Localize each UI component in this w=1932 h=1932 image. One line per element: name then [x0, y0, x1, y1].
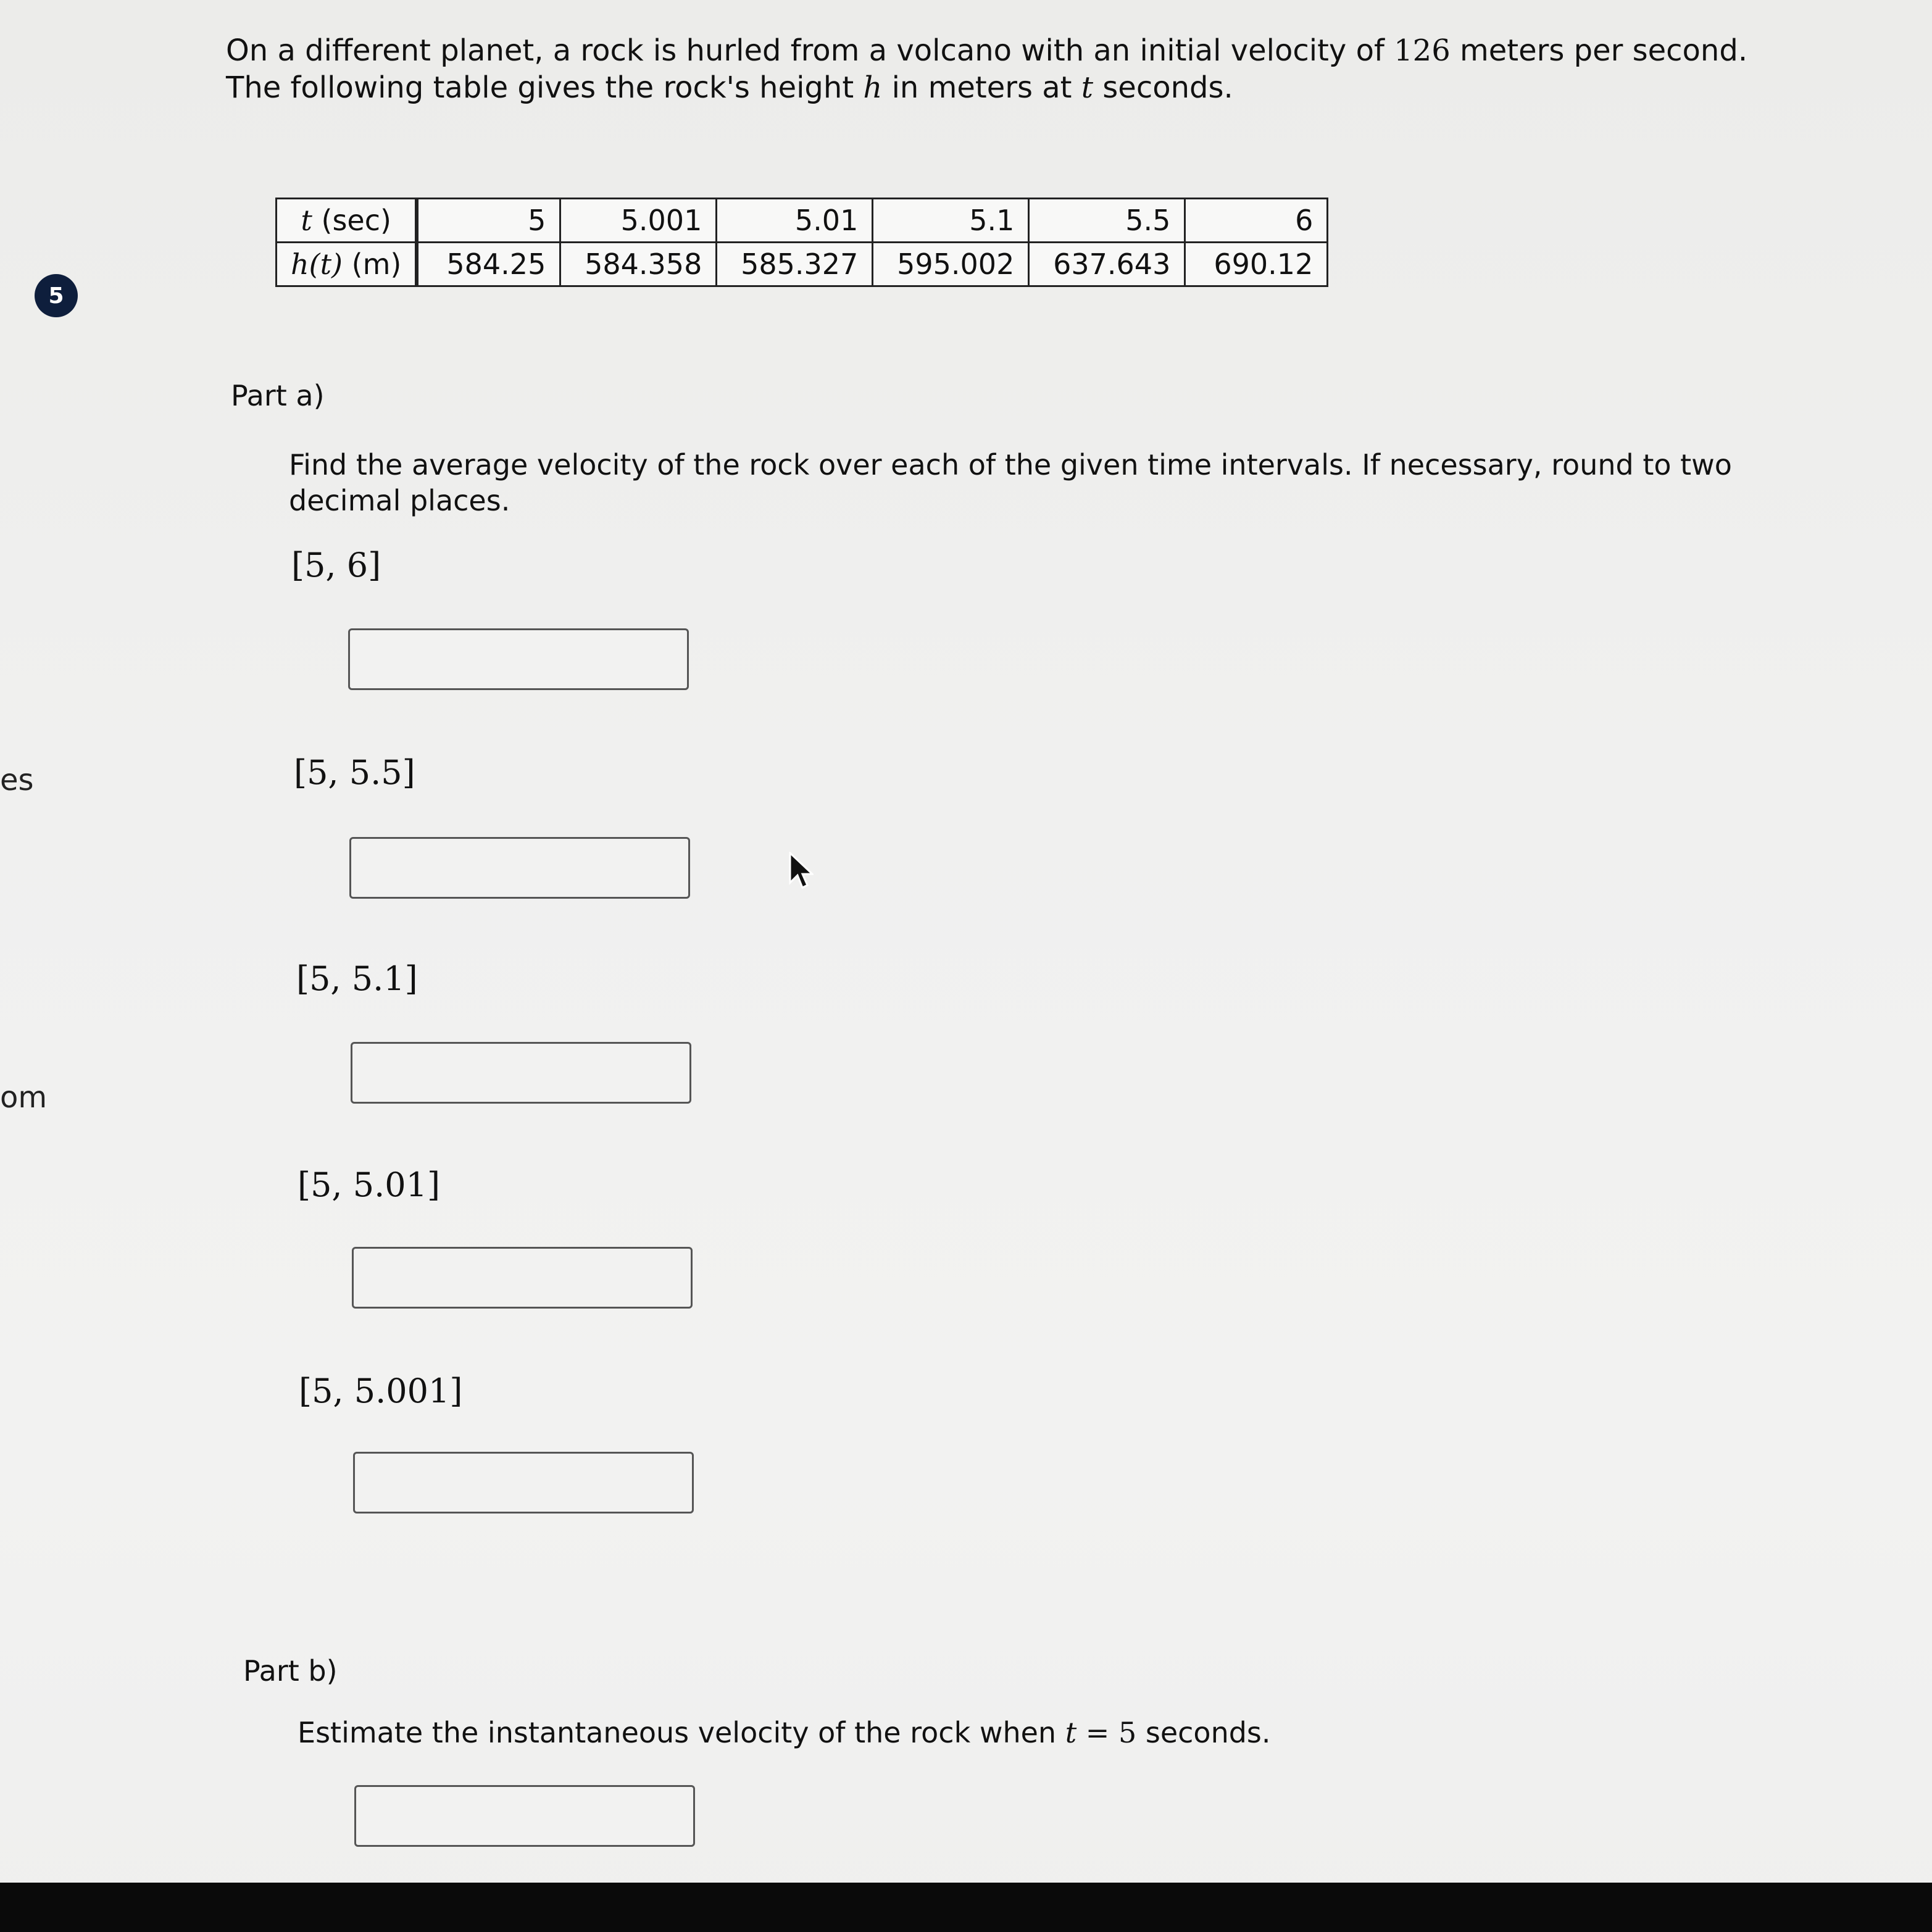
interval-label-5-5.5: [5, 5.5]: [294, 753, 415, 792]
time-cell: 5: [417, 199, 560, 243]
part-a-heading: Part a): [231, 379, 325, 412]
height-row-header: h(t) (m): [277, 243, 417, 286]
time-cell: 5.01: [717, 199, 873, 243]
time-cell: 5.1: [873, 199, 1029, 243]
screen-bezel: [0, 1883, 1932, 1932]
height-cell: 637.643: [1029, 243, 1185, 286]
answer-input-5-5.01[interactable]: [352, 1247, 693, 1309]
question-number-badge: 5: [35, 274, 78, 317]
time-cell: 5.5: [1029, 199, 1185, 243]
answer-input-instantaneous-velocity[interactable]: [354, 1785, 695, 1847]
interval-label-5-5.001: [5, 5.001]: [299, 1372, 463, 1410]
interval-label-5-5.1: [5, 5.1]: [296, 959, 418, 998]
question-prompt: On a different planet, a rock is hurled from a volcano with an initial velocity of 126 meters per second. The following table gives the rock's height h in meters at t seconds.: [226, 33, 1748, 105]
interval-label-5-6: [5, 6]: [291, 546, 381, 585]
answer-input-5-5.1[interactable]: [351, 1042, 691, 1104]
height-cell: 585.327: [717, 243, 873, 286]
height-cell: 690.12: [1185, 243, 1328, 286]
answer-input-5-5.5[interactable]: [349, 837, 690, 899]
part-a-instructions: Find the average velocity of the rock over each of the given time intervals. If necessary, round to two decimal places.: [289, 448, 1732, 517]
answer-input-5-5.001[interactable]: [353, 1452, 694, 1514]
time-cell: 5.001: [560, 199, 717, 243]
height-data-table: [275, 198, 1328, 287]
height-cell: 584.358: [560, 243, 717, 286]
initial-velocity-value: 126: [1394, 33, 1451, 68]
time-row-header: t (sec): [277, 199, 417, 243]
part-b-question: Estimate the instantaneous velocity of the rock when t = 5 seconds.: [298, 1716, 1271, 1749]
mouse-cursor-icon: [789, 852, 814, 891]
time-cell: 6: [1185, 199, 1328, 243]
height-cell: 584.25: [417, 243, 560, 286]
height-cell: 595.002: [873, 243, 1029, 286]
time-row: [277, 199, 1328, 243]
height-row: [277, 243, 1328, 286]
part-b-heading: Part b): [243, 1654, 338, 1688]
interval-label-5-5.01: [5, 5.01]: [298, 1165, 441, 1204]
sidebar-fragment-1: es: [0, 763, 34, 797]
answer-input-5-6[interactable]: [348, 628, 689, 690]
sidebar-fragment-2: om: [0, 1080, 48, 1115]
